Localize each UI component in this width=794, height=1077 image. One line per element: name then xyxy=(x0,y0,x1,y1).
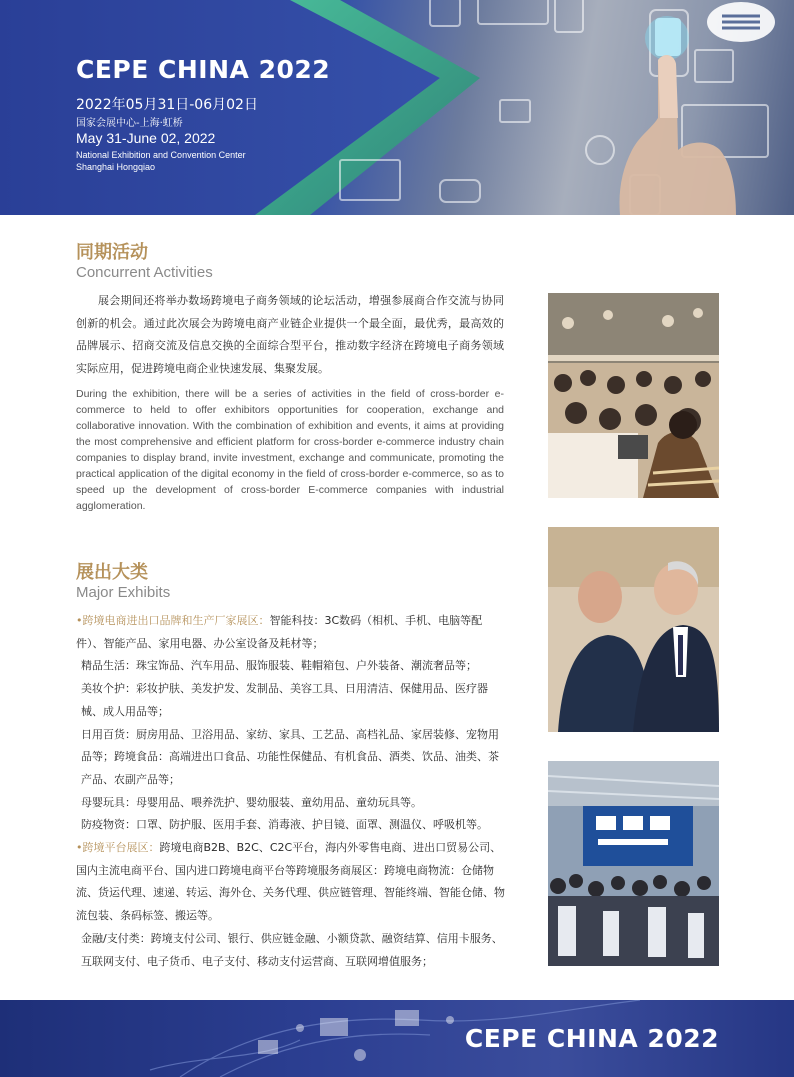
list-item: 防疫物资：口罩、防护服、医用手套、消毒液、护目镜、面罩、测温仪、呼吸机等。 xyxy=(81,818,488,832)
zone-label: •跨境电商进出口品牌和生产厂家展区： xyxy=(76,614,270,627)
list-item: 精品生活：珠宝饰品、汽车用品、服饰服装、鞋帽箱包、户外装备、潮流奢品等； xyxy=(81,659,477,673)
hand-illustration xyxy=(560,0,794,215)
exhibits-list xyxy=(76,610,506,973)
exhibits-title-cn: 展出大类 xyxy=(76,562,148,583)
concurrent-title-en: Concurrent Activities xyxy=(76,264,213,281)
venue-en-line1: National Exhibition and Convention Center xyxy=(76,150,246,160)
photo-expo-hall xyxy=(548,761,719,966)
concurrent-body-cn: 展会期间还将举办数场跨境电子商务领域的论坛活动，增强参展商合作交流与协同创新的机会。通过此次展会为跨境电商产业链企业提供一个最全面，最优秀，最高效的品牌展示、招商交流及信息交换的全面综合型平台，推动数字经济在跨境电子商务领域实际应用，促进跨境电商企业快速发展、集聚发展。 xyxy=(76,294,504,375)
footer-title: CEPE CHINA 2022 xyxy=(464,1024,719,1053)
list-item: 金融/支付类：跨境支付公司、银行、供应链金融、小额贷款、融资结算、信用卡服务、互联网支付、电子货币、电子支付、移动支付运营商、互联网增值服务； xyxy=(81,931,503,968)
zone-text: 智能科技：3C数码（相机、手机、电脑等配件）、智能产品、家用电器、办公室设备及耗材等； xyxy=(76,614,483,650)
concurrent-title-cn: 同期活动 xyxy=(76,242,148,263)
photo-conference-audience xyxy=(548,293,719,498)
event-venue-cn: 国家会展中心-上海·虹桥 xyxy=(76,118,183,129)
zone-label: •跨境平台展区： xyxy=(76,841,160,855)
header-banner xyxy=(0,0,794,215)
venue-en-line2: Shanghai Hongqiao xyxy=(76,162,156,172)
banner-title: CEPE CHINA 2022 xyxy=(76,55,331,84)
exhibit-zone-platforms xyxy=(76,837,506,928)
exhibits-title-en: Major Exhibits xyxy=(76,584,171,601)
exhibit-zone-brands xyxy=(76,610,506,655)
list-item: 日用百货：厨房用品、卫浴用品、家纺、家具、工艺品、高档礼品、家居装修、宠物用品等；跨境食品：高端进出口食品、功能性保健品、有机食品、酒类、饮品、油类、茶产品、农副产品等； xyxy=(81,727,499,786)
list-item: 母婴玩具：母婴用品、喂养洗护、婴幼服装、童幼用品、童幼玩具等。 xyxy=(81,795,422,809)
list-item: 美妆个护：彩妆护肤、美发护发、发制品、美容工具、日用清洁、保健用品、医疗器械、成人用品等； xyxy=(81,682,488,718)
zone-text: 跨境电商B2B、B2C、C2C平台，海内外零售电商、进出口贸易公司、国内主流电商平台、国内进口跨境电商平台等跨境服务商展区：跨境电商物流：仓储物流、货运代理、速递、转运、海外仓、关务代理、供应链管理、智能终端、智能仓储、物流包装、条码标签、搬运等。 xyxy=(76,841,505,923)
event-date-en: May 31-June 02, 2022 xyxy=(76,130,216,146)
photo-attendees-listening xyxy=(548,527,719,732)
concurrent-body-en: During the exhibition, there will be a series of activities in the field of cross-border e-commerce to held to offer exhibitors opportunities for cooperation, exchange and collaborative innovation. With the combination of exhibition and events, it aims at providing the most comprehensive and efficient platform for cross-border e-commerce industry chain companies to display brand, invite investment, exchange and communicate, promoting the practical application of the digital economy in the field of cross-border e-commerce, so as to speed up the development of cross-border E-commerce companies with industrial agglomeration. xyxy=(76,388,504,512)
footer-banner xyxy=(0,1000,794,1077)
event-date-cn: 2022年05月31日-06月02日 xyxy=(76,97,258,113)
event-venue-en xyxy=(76,149,306,173)
